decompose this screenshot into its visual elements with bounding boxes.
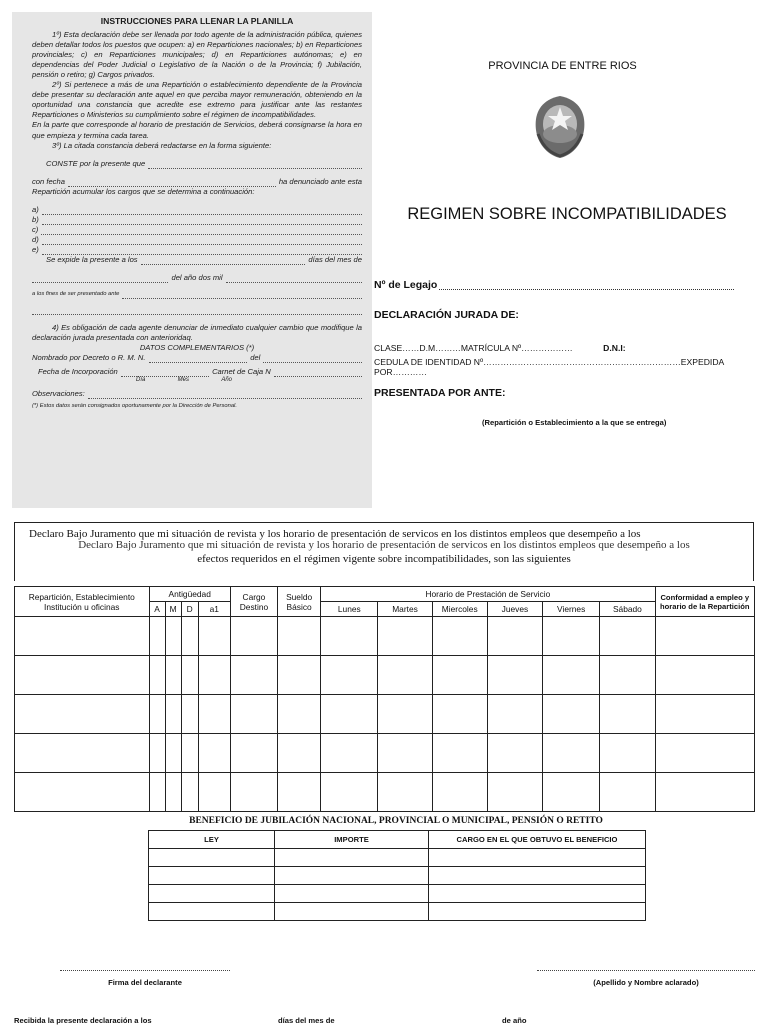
- table-cell[interactable]: [181, 773, 198, 812]
- beneficio-cell[interactable]: [429, 849, 646, 867]
- table-cell[interactable]: [378, 617, 432, 656]
- col-ant-a: A: [149, 602, 165, 617]
- beneficio-cell[interactable]: [275, 867, 429, 885]
- col-ant-d: D: [181, 602, 198, 617]
- table-cell[interactable]: [278, 656, 321, 695]
- table-cell[interactable]: [655, 695, 754, 734]
- table-row: [15, 617, 755, 656]
- col-martes: Martes: [378, 602, 432, 617]
- table-cell[interactable]: [15, 695, 150, 734]
- col-jueves: Jueves: [487, 602, 542, 617]
- table-cell[interactable]: [321, 773, 378, 812]
- col-horario: Horario de Prestación de Servicio: [321, 587, 655, 602]
- instruction-4: 4) Es obligación de cada agente denunciar de inmediato cualquier cambio que modifique la declaración jurada presentada con anterioridaq.: [32, 322, 362, 342]
- instruction-horario: En la parte que corresponde al horario de prestación de Servicios, deberá consignarse la hora en que empieza y termina cada tarea.: [32, 120, 362, 140]
- table-cell[interactable]: [181, 617, 198, 656]
- beneficio-cell[interactable]: [149, 867, 275, 885]
- item-line: d): [32, 235, 362, 245]
- table-cell[interactable]: [321, 656, 378, 695]
- declaro-line-1: Declaro Bajo Juramento que mi situación de revista y los horario de presentación de servicos en los distintos empleos que desempeño a los: [78, 540, 690, 551]
- table-row: [15, 773, 755, 812]
- declaracion-jurada-label: DECLARACIÓN JURADA DE:: [374, 309, 519, 321]
- beneficio-cell[interactable]: [275, 885, 429, 903]
- table-cell[interactable]: [15, 617, 150, 656]
- col-importe: IMPORTE: [275, 831, 429, 849]
- table-cell[interactable]: [230, 656, 277, 695]
- table-cell[interactable]: [165, 617, 181, 656]
- table-row: [15, 734, 755, 773]
- table-cell[interactable]: [165, 695, 181, 734]
- col-antiguedad: Antigüedad: [149, 587, 230, 602]
- beneficio-cell[interactable]: [429, 885, 646, 903]
- table-cell[interactable]: [15, 773, 150, 812]
- table-cell[interactable]: [230, 617, 277, 656]
- table-cell[interactable]: [278, 773, 321, 812]
- table-cell[interactable]: [198, 773, 230, 812]
- presentada-label: PRESENTADA POR ANTE:: [374, 387, 506, 399]
- table-cell[interactable]: [278, 734, 321, 773]
- beneficio-cell[interactable]: [429, 903, 646, 921]
- col-ley: LEY: [149, 831, 275, 849]
- expide-line: Se expide la presente a los días del mes de: [46, 254, 362, 264]
- repart-text: Repartición acumular los cargos que se determina a continuación:: [32, 186, 255, 196]
- beneficio-row: [149, 885, 646, 903]
- cargos-table: [14, 586, 755, 812]
- table-cell[interactable]: [378, 734, 432, 773]
- provincial-seal-icon: [530, 94, 590, 160]
- table-cell[interactable]: [149, 773, 165, 812]
- table-cell[interactable]: [543, 773, 600, 812]
- nota-text: (*) Estos datos serán consignados oportunamente por la Dirección de Personal.: [32, 402, 237, 409]
- instructions-panel: [12, 12, 372, 508]
- table-cell[interactable]: [432, 734, 487, 773]
- table-cell[interactable]: [600, 695, 655, 734]
- table-cell[interactable]: [600, 656, 655, 695]
- table-row: [15, 695, 755, 734]
- table-cell[interactable]: [432, 773, 487, 812]
- table-cell[interactable]: [543, 617, 600, 656]
- table-cell[interactable]: [165, 773, 181, 812]
- table-cell[interactable]: [600, 773, 655, 812]
- table-cell[interactable]: [181, 734, 198, 773]
- table-cell[interactable]: [15, 734, 150, 773]
- table-cell[interactable]: [278, 695, 321, 734]
- table-cell[interactable]: [165, 656, 181, 695]
- col-cargo-beneficio: CARGO EN EL QUE OBTUVO EL BENEFICIO: [429, 831, 646, 849]
- table-cell[interactable]: [378, 773, 432, 812]
- table-cell[interactable]: [181, 656, 198, 695]
- table-cell[interactable]: [149, 695, 165, 734]
- instructions-title: INSTRUCCIONES PARA LLENAR LA PLANILLA: [100, 16, 294, 26]
- legajo-field[interactable]: [374, 279, 734, 291]
- col-conformidad: Conformidad a empleo y horario de la Repartición: [655, 587, 754, 617]
- apellido-label: (Apellido y Nombre aclarado): [593, 978, 699, 987]
- table-cell[interactable]: [432, 617, 487, 656]
- beneficio-row: [149, 849, 646, 867]
- beneficio-cell[interactable]: [149, 849, 275, 867]
- conste-line: CONSTE por la presente que: [32, 159, 362, 169]
- blank-line: [32, 307, 362, 315]
- col-miercoles: Miercoles: [432, 602, 487, 617]
- regimen-title: REGIMEN SOBRE INCOMPATIBILIDADES: [407, 205, 727, 223]
- table-cell[interactable]: [165, 734, 181, 773]
- table-cell[interactable]: [487, 617, 542, 656]
- col-ant-m: M: [165, 602, 181, 617]
- firma-label: Firma del declarante: [108, 978, 182, 987]
- table-cell[interactable]: [230, 695, 277, 734]
- table-cell[interactable]: [230, 734, 277, 773]
- item-line: e): [32, 245, 362, 255]
- table-cell[interactable]: [487, 695, 542, 734]
- table-cell[interactable]: [230, 773, 277, 812]
- table-cell[interactable]: [600, 734, 655, 773]
- table-cell[interactable]: [149, 617, 165, 656]
- table-cell[interactable]: [321, 695, 378, 734]
- table-cell[interactable]: [198, 734, 230, 773]
- fines-line: a los fines de ser presentado ante: [32, 291, 362, 299]
- beneficio-cell[interactable]: [275, 903, 429, 921]
- col-reparticion: Repartición, Establecimiento Institución u oficinas: [15, 587, 150, 617]
- instruction-2: 2º) Si pertenece a más de una Repartición o establecimiento dependiente de la Provincia debe presentar su declaración ante aquel en que perciba mayor remuneración, obteniendo en la oportunidad una constancia que acredite ese extremo para justificar ante las restantes Reparticiones o Ministerios su cumplimiento sobre el régimen de incompatibilidades.: [32, 80, 362, 120]
- beneficio-title: BENEFICIO DE JUBILACIÓN NACIONAL, PROVINCIAL O MUNICIPAL, PENSIÓN O RETITO: [189, 816, 603, 826]
- beneficio-table: [148, 830, 646, 921]
- firma-line[interactable]: [60, 970, 230, 971]
- table-cell[interactable]: [149, 734, 165, 773]
- legajo-label: Nº de Legajo: [374, 279, 438, 291]
- table-cell[interactable]: [487, 773, 542, 812]
- table-cell[interactable]: [655, 656, 754, 695]
- table-cell[interactable]: [655, 734, 754, 773]
- table-cell[interactable]: [198, 695, 230, 734]
- table-cell[interactable]: [181, 695, 198, 734]
- col-cargo: Cargo Destino: [230, 587, 277, 617]
- reparticion-note: (Repartición o Establecimiento a la que se entrega): [482, 418, 667, 427]
- table-cell[interactable]: [655, 773, 754, 812]
- table-cell[interactable]: [321, 734, 378, 773]
- dni-label: D.N.I:: [603, 343, 626, 353]
- instruction-3: 3º) La citada constancia deberá redactarse en la forma siguiente:: [52, 140, 272, 150]
- dia-mes-ano: Día Mes Año: [136, 376, 232, 383]
- beneficio-cell[interactable]: [275, 849, 429, 867]
- table-cell[interactable]: [321, 617, 378, 656]
- declaro-banner: [14, 540, 754, 581]
- table-cell[interactable]: [487, 734, 542, 773]
- table-cell[interactable]: [543, 695, 600, 734]
- item-line: c): [32, 225, 362, 235]
- declaro-line-2: efectos requeridos en el régimen vigente sobre incompatibilidades, son las siguientes: [197, 553, 571, 565]
- beneficio-row: [149, 867, 646, 885]
- dias-mes-label: días del mes de: [278, 1016, 335, 1025]
- table-cell[interactable]: [432, 656, 487, 695]
- table-cell[interactable]: [378, 695, 432, 734]
- table-cell[interactable]: [198, 656, 230, 695]
- table-cell[interactable]: [543, 734, 600, 773]
- apellido-line[interactable]: [537, 970, 755, 971]
- fecha-inc-line: Fecha de Incorporación Carnet de Caja N: [32, 367, 362, 377]
- table-cell[interactable]: [278, 617, 321, 656]
- clase-line[interactable]: CLASE……D.M………MATRÍCULA Nº……………… D.N.I:: [374, 343, 626, 353]
- col-lunes: Lunes: [321, 602, 378, 617]
- beneficio-cell[interactable]: [149, 903, 275, 921]
- table-cell[interactable]: [198, 617, 230, 656]
- item-line: b): [32, 215, 362, 225]
- table-cell[interactable]: [600, 617, 655, 656]
- table-cell[interactable]: [378, 656, 432, 695]
- datos-complementarios: DATOS COMPLEMENTARIOS (*): [139, 342, 255, 352]
- table-cell[interactable]: [432, 695, 487, 734]
- table-cell[interactable]: [487, 656, 542, 695]
- table-cell[interactable]: [543, 656, 600, 695]
- instruction-1: 1º) Esta declaración debe ser llenada por todo agente de la administración pública, quienes deben detallar todos los puestos que ocupen: a) en Reparticiones nacionales; b) en Reparticiones provinciales; c) en Reparticiones municipales; d) en Reparticiones autónomas; e) en dependencias del Poder Judicial o Legislativo de la Nación o de la Provincia; f) Jubilación, pensión o retiro; g) Cargos privados.: [32, 30, 362, 80]
- col-ant-a1: a1: [198, 602, 230, 617]
- col-viernes: Viernes: [543, 602, 600, 617]
- obs-line: Observaciones:: [32, 389, 362, 399]
- col-sabado: Sábado: [600, 602, 655, 617]
- table-cell[interactable]: [149, 656, 165, 695]
- table-row: [15, 656, 755, 695]
- item-line: a): [32, 205, 362, 215]
- anio-line: del año dos mil: [32, 273, 362, 283]
- beneficio-cell[interactable]: [429, 867, 646, 885]
- col-sueldo: Sueldo Básico: [278, 587, 321, 617]
- declaro-banner-top: Declaro Bajo Juramento que mi situación de revista y los horario de presentación de servicos en los distintos empleos que desempeño a los: [14, 522, 754, 540]
- beneficio-row: [149, 903, 646, 921]
- provincia-title: PROVINCIA DE ENTRE RIOS: [488, 60, 637, 72]
- de-ano-label: de año: [502, 1016, 527, 1025]
- table-cell[interactable]: [15, 656, 150, 695]
- cedula-line[interactable]: CEDULA DE IDENTIDAD Nº……………………………………………………………EXPEDIDA POR…………: [374, 357, 724, 377]
- recibida-label: Recibida la presente declaración a los: [14, 1016, 152, 1025]
- nombrado-line: Nombrado por Decreto o R. M. N. del: [32, 353, 362, 363]
- table-cell[interactable]: [655, 617, 754, 656]
- beneficio-cell[interactable]: [149, 885, 275, 903]
- confecha-line: con fecha ha denunciado ante esta: [32, 176, 362, 186]
